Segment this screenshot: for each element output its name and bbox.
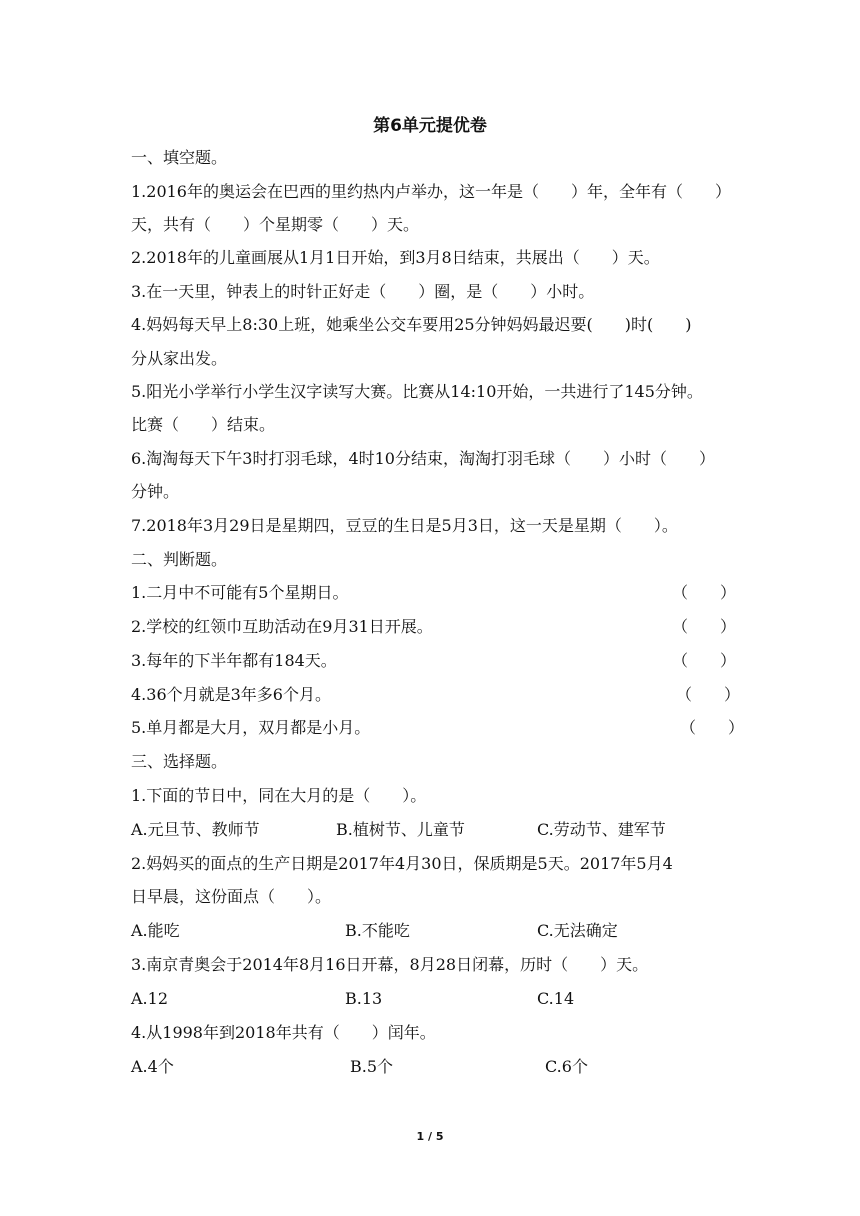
choice-3-option-a: A.12: [131, 989, 168, 1008]
choice-3-option-b: B.13: [345, 989, 383, 1008]
section-heading-judge: 二、判断题。: [131, 550, 228, 569]
choice-4-option-a: A.4个: [131, 1057, 174, 1076]
choice-question-4: 4.从1998年到2018年共有（ ）闰年。: [131, 1023, 436, 1042]
fill-question-4-line-1: 4.妈妈每天早上8:30上班，她乘坐公交车要用25分钟妈妈最迟要( )时( ): [131, 315, 692, 334]
choice-question-3: 3.南京青奥会于2014年8月16日开幕，8月28日闭幕，历时（ ）天。: [131, 955, 649, 974]
choice-question-2-line-1: 2.妈妈买的面点的生产日期是2017年4月30日，保质期是5天。2017年5月4: [131, 854, 673, 873]
choice-4-option-b: B.5个: [350, 1057, 394, 1076]
fill-question-4-line-2: 分从家出发。: [131, 349, 228, 368]
choice-4-option-c: C.6个: [545, 1057, 588, 1076]
judge-answer-blank-2: （ ）: [672, 617, 737, 636]
fill-question-5-line-1: 5.阳光小学举行小学生汉字读写大赛。比赛从14:10开始，一共进行了145分钟。: [131, 382, 703, 401]
fill-question-1-line-1: 1.2016年的奥运会在巴西的里约热内卢举办，这一年是（ ）年，全年有（ ）: [131, 182, 731, 201]
fill-question-1-line-2: 天，共有（ ）个星期零（ ）天。: [131, 215, 420, 234]
judge-answer-blank-4: （ ）: [676, 685, 741, 704]
fill-question-6-line-1: 6.淘淘每天下午3时打羽毛球，4时10分结束，淘淘打羽毛球（ ）小时（ ）: [131, 449, 715, 468]
section-heading-choice: 三、选择题。: [131, 752, 228, 771]
page-title: 第6单元提优卷: [373, 116, 487, 136]
judge-answer-blank-5: （ ）: [680, 718, 745, 737]
choice-3-option-c: C.14: [537, 989, 575, 1008]
choice-2-option-b: B.不能吃: [345, 921, 410, 940]
judge-question-4: 4.36个月就是3年多6个月。: [131, 685, 331, 704]
fill-question-7: 7.2018年3月29日是星期四，豆豆的生日是5月3日，这一天是星期（ ）。: [131, 516, 678, 535]
fill-question-3: 3.在一天里，钟表上的时针正好走（ ）圈，是（ ）小时。: [131, 282, 595, 301]
judge-question-1: 1.二月中不可能有5个星期日。: [131, 583, 349, 602]
section-heading-fill: 一、填空题。: [131, 148, 228, 167]
judge-question-5: 5.单月都是大月，双月都是小月。: [131, 718, 371, 737]
choice-1-option-a: A.元旦节、教师节: [131, 820, 260, 839]
fill-question-6-line-2: 分钟。: [131, 482, 180, 501]
fill-question-2: 2.2018年的儿童画展从1月1日开始，到3月8日结束，共展出（ ）天。: [131, 248, 660, 267]
choice-2-option-a: A.能吃: [131, 921, 180, 940]
judge-question-3: 3.每年的下半年都有184天。: [131, 651, 337, 670]
judge-answer-blank-1: （ ）: [672, 583, 737, 602]
judge-answer-blank-3: （ ）: [672, 651, 737, 670]
choice-question-2-line-2: 日早晨，这份面点（ ）。: [131, 887, 332, 906]
judge-question-2: 2.学校的红领巾互助活动在9月31日开展。: [131, 617, 433, 636]
choice-question-1: 1.下面的节日中，同在大月的是（ ）。: [131, 786, 427, 805]
choice-2-option-c: C.无法确定: [537, 921, 618, 940]
fill-question-5-line-2: 比赛（ ）结束。: [131, 415, 276, 434]
choice-1-option-c: C.劳动节、建军节: [537, 820, 666, 839]
choice-1-option-b: B.植树节、儿童节: [336, 820, 465, 839]
page-number: 1 / 5: [416, 1130, 444, 1143]
